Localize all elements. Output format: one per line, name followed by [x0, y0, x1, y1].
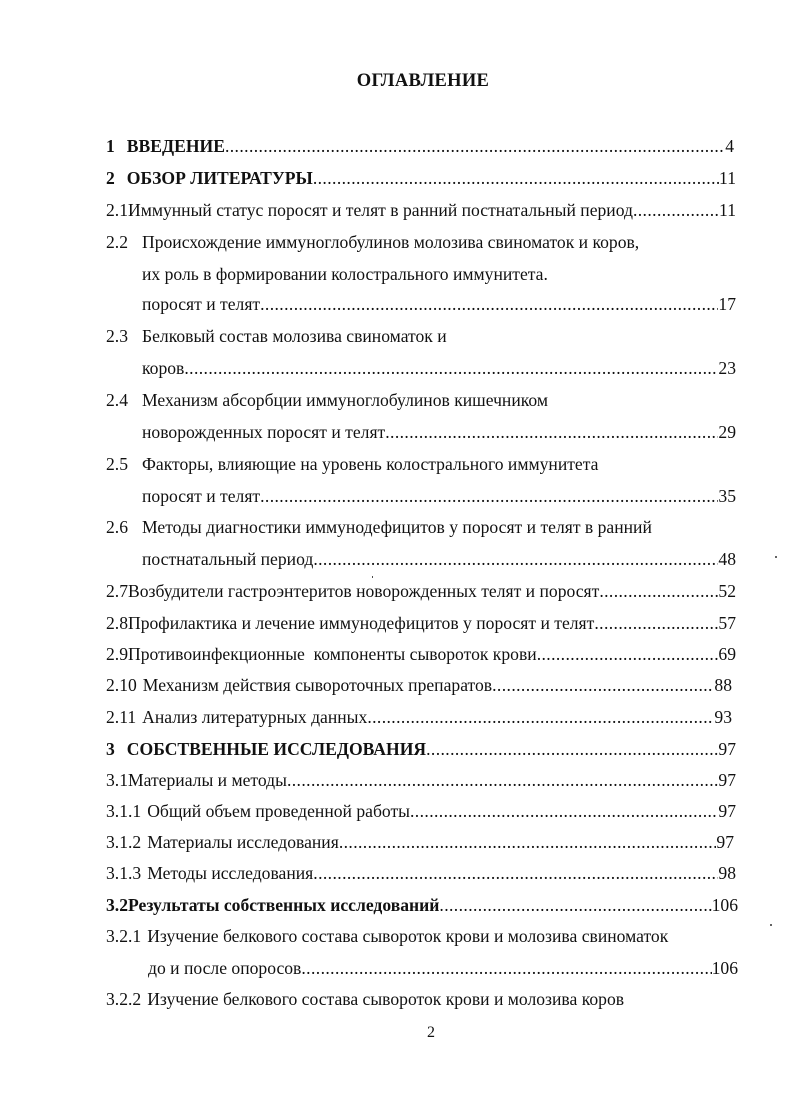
toc-entry-page: 69 — [718, 644, 736, 664]
toc-entry-number: 2.5 — [106, 454, 128, 474]
toc-leader-dots — [537, 643, 719, 665]
toc-entry-page: 88 — [714, 675, 732, 695]
toc-entry-page: 97 — [716, 832, 734, 852]
toc-entry-2-5-last-line[interactable] — [142, 485, 736, 507]
toc-entry-2-6-last-line[interactable] — [142, 548, 736, 570]
toc-leader-dots — [260, 293, 718, 315]
toc-entry-title: Возбудители гастроэнтеритов новорожденных телят и поросят — [128, 581, 600, 601]
toc-entry-number: 2 — [106, 168, 115, 188]
toc-entry-page: 35 — [718, 486, 736, 506]
toc-entry-title: Происхождение иммуноглобулинов молозива свиноматок и коров, — [142, 232, 640, 252]
toc-entry-continuation: до и после опоросов — [148, 958, 302, 978]
toc-entry-number: 3.2.2 — [106, 989, 142, 1009]
toc-entry-2-6[interactable] — [106, 516, 736, 538]
toc-leader-dots — [313, 548, 718, 570]
toc-entry-title: Факторы, влияющие на уровень колострального иммунитета — [142, 454, 599, 474]
toc-entry-title: Результаты собственных исследований — [128, 895, 440, 915]
toc-entry-continuation: коров — [142, 358, 185, 378]
toc-entry-number: 3.2.1 — [106, 926, 142, 946]
toc-leader-dots — [313, 862, 718, 884]
toc-entry-title: Изучение белкового состава сывороток крови и молозива коров — [147, 989, 625, 1009]
toc-entry-title: Изучение белкового состава сывороток крови и молозива свиноматок — [147, 926, 669, 946]
toc-leader-dots — [184, 357, 718, 379]
toc-entry-page: 93 — [714, 707, 732, 727]
toc-entry-3-2-2[interactable] — [106, 988, 738, 1010]
toc-entry-title: Методы диагностики иммунодефицитов у поросят и телят в ранний — [142, 517, 652, 537]
toc-entry-3-1-2[interactable] — [106, 831, 734, 853]
toc-entry-title: Механизм действия сывороточных препаратов — [142, 675, 493, 695]
toc-entry-2-7[interactable] — [106, 580, 736, 602]
toc-entry-number: 3.1.3 — [106, 863, 142, 883]
toc-entry-continuation: новорожденных поросят и телят — [142, 422, 386, 442]
toc-entry-title: Противоинфекционные компоненты сывороток крови — [128, 644, 537, 664]
toc-entry-2[interactable] — [106, 167, 736, 189]
toc-leader-dots — [410, 800, 718, 822]
toc-entry-page: 48 — [718, 549, 736, 569]
toc-leader-dots — [313, 167, 719, 189]
toc-entry-page: 17 — [718, 294, 736, 314]
toc-entry-page: 97 — [718, 770, 736, 790]
toc-entry-title: Методы исследования — [147, 863, 314, 883]
toc-entry-number: 2.4 — [106, 390, 128, 410]
toc-leader-dots — [633, 199, 719, 221]
page-number: 2 — [427, 1024, 435, 1041]
toc-entry-title: Анализ литературных данных — [142, 707, 368, 727]
toc-entry-number: 2.3 — [106, 326, 128, 346]
toc-entry-3-2[interactable] — [106, 894, 738, 916]
toc-entry-page: 11 — [719, 168, 736, 188]
toc-entry-title: Материалы и методы — [128, 770, 287, 790]
toc-entry-2-9[interactable] — [106, 643, 736, 665]
toc-entry-1[interactable] — [106, 135, 734, 157]
toc-entry-page: 97 — [718, 801, 736, 821]
toc-entry-title: Материалы исследования — [147, 832, 339, 852]
toc-entry-number: 2.8 — [106, 613, 128, 633]
toc-leader-dots — [594, 612, 718, 634]
toc-entry-number: 2.9 — [106, 644, 128, 664]
toc-entry-number: 3.1.1 — [106, 801, 142, 821]
toc-entry-title: СОБСТВЕННЫЕ ИССЛЕДОВАНИЯ — [126, 739, 427, 759]
toc-entry-page: 97 — [718, 739, 736, 759]
scan-speck — [775, 556, 777, 558]
toc-entry-3-1[interactable] — [106, 769, 736, 791]
toc-leader-dots — [599, 580, 718, 602]
page-title: ОГЛАВЛЕНИЕ — [356, 71, 490, 91]
toc-leader-dots — [492, 674, 714, 696]
toc-entry-2-11[interactable] — [106, 706, 732, 728]
toc-entry-page: 29 — [718, 422, 736, 442]
toc-leader-dots — [385, 421, 718, 443]
toc-entry-number: 2.6 — [106, 517, 128, 537]
toc-entry-page: 106 — [711, 895, 738, 915]
toc-entry-number: 3.2 — [106, 895, 128, 915]
toc-leader-dots — [339, 831, 717, 853]
toc-entry-number: 2.11 — [106, 707, 137, 727]
toc-entry-2-8[interactable] — [106, 612, 736, 634]
toc-entry-page: 52 — [718, 581, 736, 601]
toc-entry-number: 2.10 — [106, 675, 137, 695]
toc-entry-number: 2.2 — [106, 232, 128, 252]
toc-entry-2-2[interactable] — [106, 231, 736, 253]
toc-entry-continuation: их роль в формировании колострального иммунитета. — [142, 264, 548, 284]
toc-entry-title: Иммунный статус поросят и телят в ранний постнатальный период — [128, 200, 633, 220]
scan-speck — [372, 576, 373, 578]
toc-entry-number: 3 — [106, 739, 115, 759]
toc-entry-2-4[interactable] — [106, 389, 736, 411]
toc-entry-3-1-1[interactable] — [106, 800, 736, 822]
toc-entry-title: ОБЗОР ЛИТЕРАТУРЫ — [126, 168, 313, 188]
toc-entry-page: 106 — [711, 958, 738, 978]
scan-speck — [770, 924, 772, 926]
toc-entry-page: 11 — [719, 200, 736, 220]
toc-entry-2-5[interactable] — [106, 453, 736, 475]
toc-entry-number: 2.7 — [106, 581, 128, 601]
toc-entry-2-3-last-line[interactable] — [142, 357, 736, 379]
toc-entry-3-2-1-last-line[interactable] — [148, 957, 738, 979]
toc-entry-2-4-last-line[interactable] — [142, 421, 736, 443]
toc-entry-number: 1 — [106, 136, 115, 156]
toc-leader-dots — [367, 706, 714, 728]
toc-leader-dots — [225, 135, 725, 157]
toc-entry-page: 57 — [718, 613, 736, 633]
toc-entry-continuation: постнатальный период — [142, 549, 314, 569]
toc-entry-3-2-1[interactable] — [106, 925, 738, 947]
toc-entry-number: 3.1.2 — [106, 832, 142, 852]
toc-entry-number: 2.1 — [106, 200, 128, 220]
toc-entry-continuation: поросят и телят — [142, 294, 261, 314]
toc-entry-page: 23 — [718, 358, 736, 378]
toc-leader-dots — [301, 957, 711, 979]
toc-entry-3-1-3[interactable] — [106, 862, 736, 884]
toc-entry-title: Общий объем проведенной работы — [147, 801, 410, 821]
toc-entry-page: 98 — [718, 863, 736, 883]
toc-entry-2-3[interactable] — [106, 325, 736, 347]
toc-entry-title: Белковый состав молозива свиноматок и — [142, 326, 447, 346]
toc-leader-dots — [439, 894, 711, 916]
toc-entry-number: 3.1 — [106, 770, 128, 790]
toc-entry-continuation: поросят и телят — [142, 486, 261, 506]
toc-entry-2-10[interactable] — [106, 674, 732, 696]
toc-entry-3[interactable] — [106, 738, 736, 760]
toc-leader-dots — [287, 769, 718, 791]
toc-leader-dots — [426, 738, 718, 760]
toc-leader-dots — [260, 485, 718, 507]
toc-entry-title: Механизм абсорбции иммуноглобулинов кишечником — [142, 390, 549, 410]
toc-entry-title: ВВЕДЕНИЕ — [126, 136, 225, 156]
toc-entry-page: 4 — [725, 136, 734, 156]
toc-entry-title: Профилактика и лечение иммунодефицитов у поросят и телят — [128, 613, 595, 633]
toc-entry-2-1[interactable] — [106, 199, 736, 221]
toc-entry-2-2-last-line[interactable] — [142, 293, 736, 315]
